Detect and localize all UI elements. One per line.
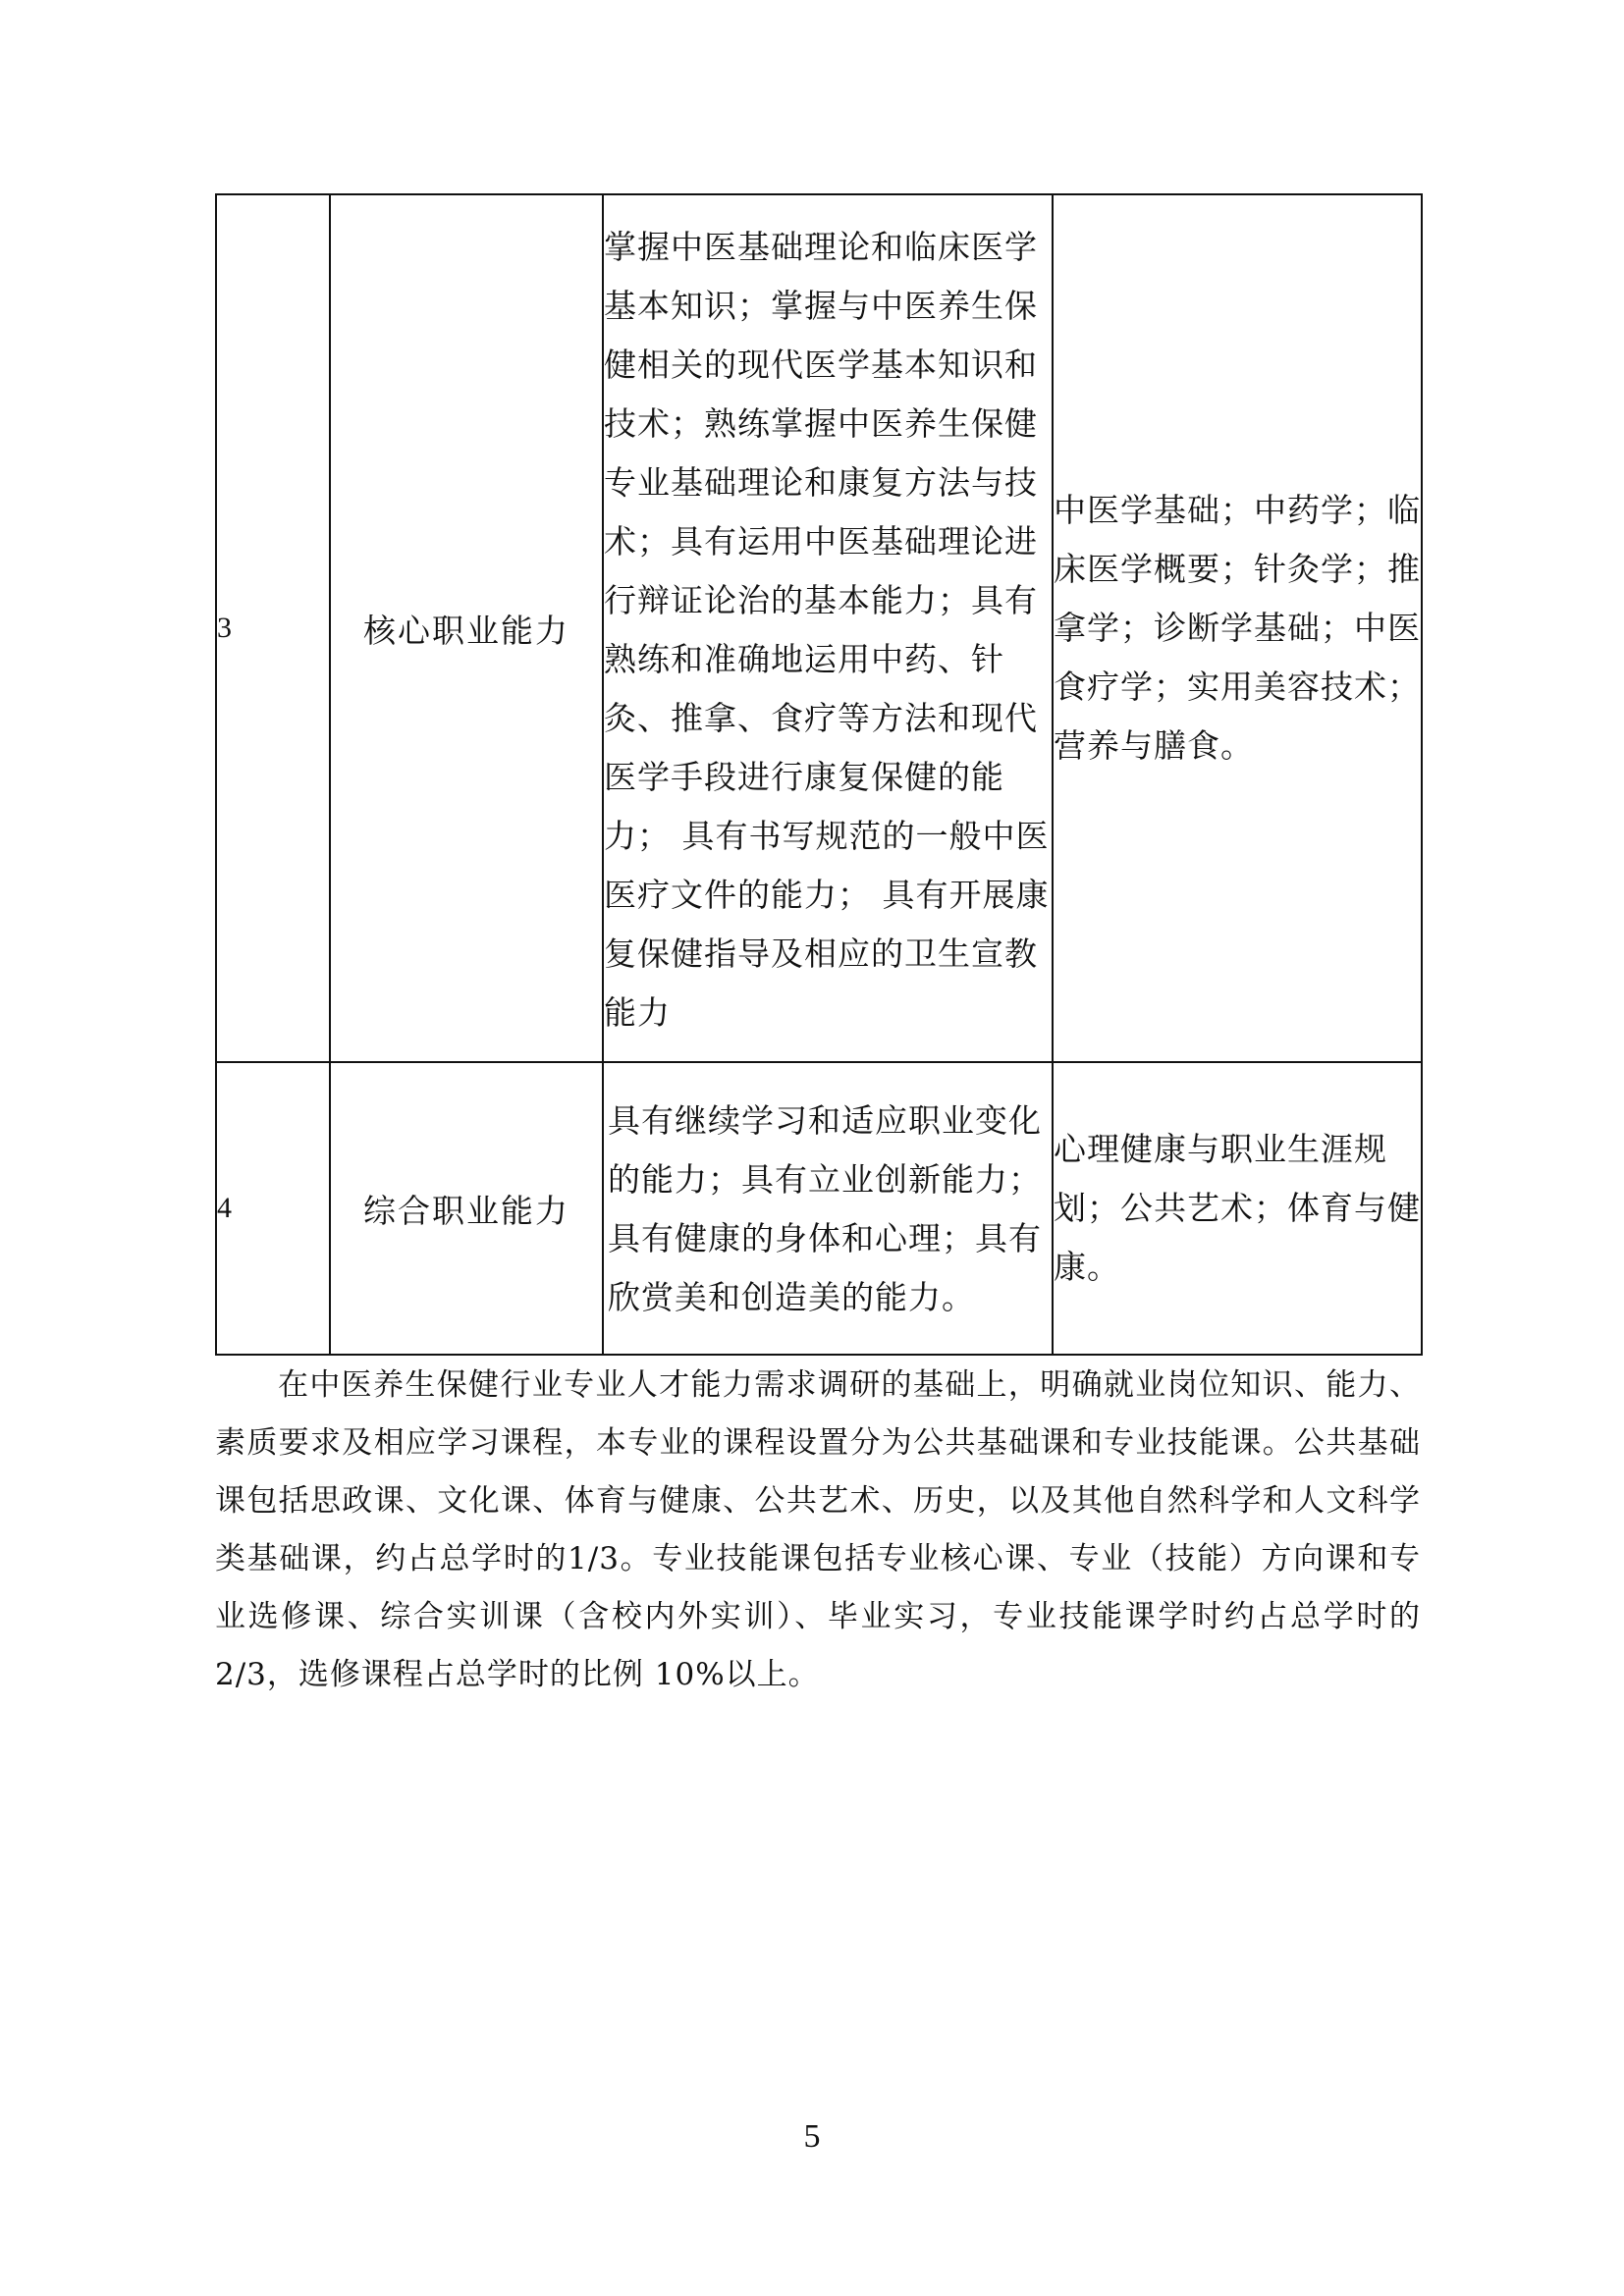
ability-course-table — [215, 193, 1423, 1356]
table-row — [216, 1062, 1422, 1355]
table-row — [216, 194, 1422, 1062]
related-courses: 心理健康与职业生涯规划；公共艺术；体育与健康。 — [1053, 1062, 1422, 1355]
page-number: 5 — [803, 2118, 821, 2155]
ability-name: 综合职业能力 — [330, 1062, 603, 1355]
row-number: 3 — [216, 194, 330, 1062]
ability-name: 核心职业能力 — [330, 194, 603, 1062]
related-courses: 中医学基础；中药学；临床医学概要；针灸学；推拿学；诊断学基础；中医食疗学；实用美容技术；营养与膳食。 — [1053, 194, 1422, 1062]
ability-description: 具有继续学习和适应职业变化的能力；具有立业创新能力；具有健康的身体和心理；具有欣赏美和创造美的能力。 — [603, 1062, 1053, 1355]
row-number: 4 — [216, 1062, 330, 1355]
ability-description: 掌握中医基础理论和临床医学基本知识；掌握与中医养生保健相关的现代医学基本知识和技术；熟练掌握中医养生保健专业基础理论和康复方法与技术；具有运用中医基础理论进行辩证论治的基本能力；具有熟练和准确地运用中药、针灸、推拿、食疗等方法和现代医学手段进行康复保健的能力； 具有书写规范的一般中医医疗文件的能力； 具有开展康复保健指导及相应的卫生宣教能力 — [603, 194, 1053, 1062]
body-paragraph: 在中医养生保健行业专业人才能力需求调研的基础上，明确就业岗位知识、能力、素质要求及相应学习课程，本专业的课程设置分为公共基础课和专业技能课。公共基础课包括思政课、文化课、体育与健康、公共艺术、历史，以及其他自然科学和人文科学类基础课，约占总学时的1/3。专业技能课包括专业核心课、专业（技能）方向课和专业选修课、综合实训课（含校内外实训）、毕业实习，专业技能课学时约占总学时的 2/3，选修课程占总学时的比例 10%以上。 — [215, 1367, 1421, 1692]
